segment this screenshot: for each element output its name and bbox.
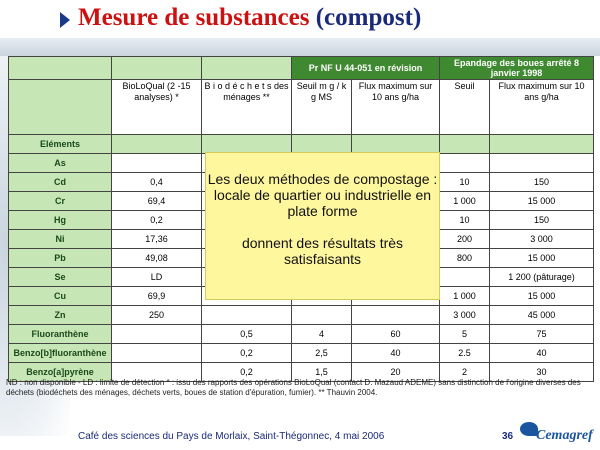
row-label: Se bbox=[9, 268, 112, 287]
table-cell: 40 bbox=[352, 344, 440, 363]
row-label: Zn bbox=[9, 306, 112, 325]
table-cell: 0,2 bbox=[202, 363, 292, 382]
table-cell bbox=[112, 344, 202, 363]
cell-empty bbox=[352, 135, 440, 154]
row-label: Benzo[b]fluoranthène bbox=[9, 344, 112, 363]
table-cell: 800 bbox=[440, 249, 490, 268]
row-label: Pb bbox=[9, 249, 112, 268]
table-cell bbox=[490, 154, 594, 173]
cell-empty bbox=[202, 135, 292, 154]
table-cell bbox=[202, 306, 292, 325]
table-cell: 45 000 bbox=[490, 306, 594, 325]
table-cell: 40 bbox=[490, 344, 594, 363]
title-part-1: Mesure de substances bbox=[78, 4, 316, 31]
bioloqual-header: BioLoQual (2 -15 analyses) * bbox=[112, 80, 202, 135]
table-cell: 60 bbox=[352, 325, 440, 344]
group-header-row bbox=[9, 57, 594, 80]
table-cell: 15 000 bbox=[490, 249, 594, 268]
table-cell bbox=[112, 154, 202, 173]
page-number: 36 bbox=[502, 431, 514, 442]
title-bar-band bbox=[0, 38, 600, 56]
biodechets-header: B i o d é c h e t s des ménages ** bbox=[202, 80, 292, 135]
table-cell: 30 bbox=[490, 363, 594, 382]
flux-epandage-header: Flux maximum sur 10 ans g/ha bbox=[490, 80, 594, 135]
header-empty bbox=[202, 57, 292, 80]
table-cell bbox=[440, 268, 490, 287]
table-cell: 2 bbox=[440, 363, 490, 382]
table-cell: 1 000 bbox=[440, 192, 490, 211]
row-label: Cd bbox=[9, 173, 112, 192]
table-row bbox=[9, 306, 594, 325]
table-cell: 17,36 bbox=[112, 230, 202, 249]
title-part-2: (compost) bbox=[315, 4, 422, 31]
seuil-norm-header: Seuil m g / k g MS bbox=[292, 80, 352, 135]
table-cell: 1,5 bbox=[292, 363, 352, 382]
table-cell: 3 000 bbox=[440, 306, 490, 325]
table-cell: 1 000 bbox=[440, 287, 490, 306]
norm-group-header: Pr NF U 44-051 en révision bbox=[292, 57, 440, 80]
table-cell bbox=[292, 306, 352, 325]
table-cell: 69,9 bbox=[112, 287, 202, 306]
table-row bbox=[9, 325, 594, 344]
conclusion-callout bbox=[205, 152, 440, 300]
row-label: Fluoranthène bbox=[9, 325, 112, 344]
elements-row bbox=[9, 135, 594, 154]
row-label: Benzo[a]pyrène bbox=[9, 363, 112, 382]
logo-text: Cemagref bbox=[536, 428, 593, 443]
table-cell: 0,4 bbox=[112, 173, 202, 192]
row-label: As bbox=[9, 154, 112, 173]
cell-empty bbox=[440, 135, 490, 154]
table-cell: 150 bbox=[490, 173, 594, 192]
header-empty bbox=[9, 57, 112, 80]
epandage-group-header: Epandage des boues arrêté 8 janvier 1998 bbox=[440, 57, 594, 80]
table-cell: 10 bbox=[440, 173, 490, 192]
table-cell: 69,4 bbox=[112, 192, 202, 211]
row-label: Cr bbox=[9, 192, 112, 211]
title-arrow-icon bbox=[60, 12, 70, 28]
table-cell: 1 200 (pâturage) bbox=[490, 268, 594, 287]
table-cell: LD bbox=[112, 268, 202, 287]
sub-header-row bbox=[9, 80, 594, 135]
cemagref-logo bbox=[520, 420, 600, 450]
cell-empty bbox=[112, 135, 202, 154]
table-cell: 2,5 bbox=[292, 344, 352, 363]
callout-line-1: Les deux méthodes de compostage : bbox=[207, 171, 438, 187]
table-cell: 49,08 bbox=[112, 249, 202, 268]
table-cell: 2.5 bbox=[440, 344, 490, 363]
table-cell bbox=[352, 306, 440, 325]
table-cell: 10 bbox=[440, 211, 490, 230]
slide-title bbox=[78, 4, 421, 32]
callout-line-3: donnent des résultats très satisfaisants bbox=[241, 235, 404, 267]
table-cell bbox=[440, 154, 490, 173]
header-empty bbox=[112, 57, 202, 80]
table-cell bbox=[112, 325, 202, 344]
table-cell: 5 bbox=[440, 325, 490, 344]
row-label: Ni bbox=[9, 230, 112, 249]
row-label: Cu bbox=[9, 287, 112, 306]
table-cell: 75 bbox=[490, 325, 594, 344]
table-cell: 4 bbox=[292, 325, 352, 344]
seuil-epandage-header: Seuil bbox=[440, 80, 490, 135]
table-cell: 3 000 bbox=[490, 230, 594, 249]
cell-empty bbox=[292, 135, 352, 154]
flux-norm-header: Flux maximum sur 10 ans g/ha bbox=[352, 80, 440, 135]
callout-line-2: locale de quartier ou industrielle en plate forme bbox=[213, 187, 432, 219]
row-label: Hg bbox=[9, 211, 112, 230]
table-cell: 15 000 bbox=[490, 287, 594, 306]
header-empty bbox=[9, 80, 112, 135]
footnotes: ND : non disponible - LD : limite de détection * : issu des rapports des opérations BioLoQual (contact D. Mazaud ADEME) sans distinction de l'origine diverses des déchets (biodéchets des ménages, déchets verts, boues de station d'épuration, fumier). ** Thauvin 2004. bbox=[6, 378, 581, 397]
slide-footer: Café des sciences du Pays de Morlaix, Saint-Thégonnec, 4 mai 2006 bbox=[78, 431, 385, 442]
table-cell: 20 bbox=[352, 363, 440, 382]
table-cell: 15 000 bbox=[490, 192, 594, 211]
table-cell: 0,5 bbox=[202, 325, 292, 344]
table-cell: 0,2 bbox=[202, 344, 292, 363]
table-cell: 150 bbox=[490, 211, 594, 230]
table-row bbox=[9, 344, 594, 363]
elements-label: Eléments bbox=[9, 135, 112, 154]
cell-empty bbox=[490, 135, 594, 154]
table-cell: 250 bbox=[112, 306, 202, 325]
table-cell: 200 bbox=[440, 230, 490, 249]
table-cell: 0,2 bbox=[112, 211, 202, 230]
